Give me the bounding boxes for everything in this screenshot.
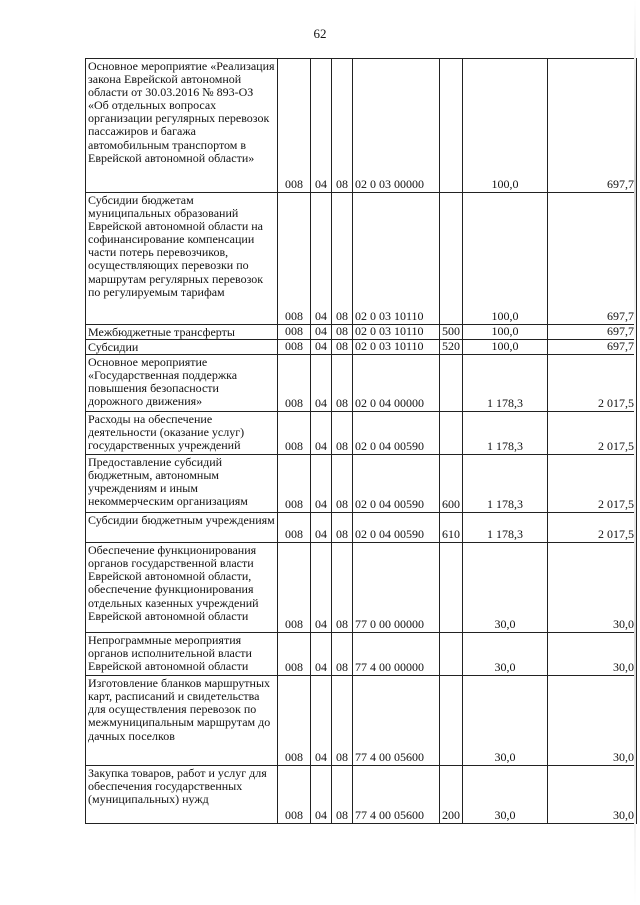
amount-1: 30,0 bbox=[463, 543, 548, 633]
expense-type-code bbox=[440, 633, 463, 676]
subsection-code: 08 bbox=[332, 340, 353, 355]
amount-2: 30,0 bbox=[548, 766, 637, 824]
expense-type-code: 500 bbox=[440, 325, 463, 340]
ved-code: 008 bbox=[278, 513, 311, 543]
amount-2: 30,0 bbox=[548, 543, 637, 633]
amount-1: 1 178,3 bbox=[463, 412, 548, 455]
amount-2: 2 017,5 bbox=[548, 455, 637, 513]
row-name: Расходы на обеспечение деятельности (оказание услуг) государственных учреждений bbox=[86, 412, 278, 455]
amount-1: 100,0 bbox=[463, 325, 548, 340]
row-name: Обеспечение функционирования органов государственной власти Еврейской автономной области, обеспечение функционирования отдельных казенных учреждений Еврейской автономной области bbox=[86, 543, 278, 633]
subsection-code: 08 bbox=[332, 412, 353, 455]
row-name: Закупка товаров, работ и услуг для обеспечения государственных (муниципальных) нужд bbox=[86, 766, 278, 824]
table-row bbox=[86, 543, 637, 633]
scan-edge-shadow bbox=[634, 0, 636, 905]
amount-1: 100,0 bbox=[463, 193, 548, 325]
subsection-code: 08 bbox=[332, 513, 353, 543]
amount-1: 30,0 bbox=[463, 633, 548, 676]
table-row bbox=[86, 513, 637, 543]
row-name: Субсидии бюджетным учреждениям bbox=[86, 513, 278, 543]
amount-1: 30,0 bbox=[463, 676, 548, 766]
amount-2: 2 017,5 bbox=[548, 513, 637, 543]
expense-type-code bbox=[440, 543, 463, 633]
table-row bbox=[86, 412, 637, 455]
amount-1: 100,0 bbox=[463, 59, 548, 193]
expense-type-code bbox=[440, 676, 463, 766]
expense-type-code: 600 bbox=[440, 455, 463, 513]
section-code: 04 bbox=[311, 412, 332, 455]
expense-type-code bbox=[440, 193, 463, 325]
section-code: 04 bbox=[311, 455, 332, 513]
subsection-code: 08 bbox=[332, 633, 353, 676]
section-code: 04 bbox=[311, 633, 332, 676]
target-article-code: 77 4 00 05600 bbox=[353, 766, 440, 824]
row-name: Основное мероприятие «Государственная поддержка повышения безопасности дорожного движения» bbox=[86, 355, 278, 412]
target-article-code: 02 0 03 00000 bbox=[353, 59, 440, 193]
subsection-code: 08 bbox=[332, 193, 353, 325]
section-code: 04 bbox=[311, 325, 332, 340]
table-row bbox=[86, 355, 637, 412]
ved-code: 008 bbox=[278, 766, 311, 824]
expense-type-code bbox=[440, 412, 463, 455]
ved-code: 008 bbox=[278, 325, 311, 340]
row-name: Субсидии bbox=[86, 340, 278, 355]
amount-2: 697,7 bbox=[548, 193, 637, 325]
amount-2: 30,0 bbox=[548, 676, 637, 766]
target-article-code: 77 4 00 05600 bbox=[353, 676, 440, 766]
table-row bbox=[86, 455, 637, 513]
section-code: 04 bbox=[311, 676, 332, 766]
target-article-code: 02 0 03 10110 bbox=[353, 325, 440, 340]
ved-code: 008 bbox=[278, 355, 311, 412]
budget-table bbox=[85, 58, 637, 824]
table-row bbox=[86, 633, 637, 676]
section-code: 04 bbox=[311, 513, 332, 543]
section-code: 04 bbox=[311, 193, 332, 325]
subsection-code: 08 bbox=[332, 455, 353, 513]
section-code: 04 bbox=[311, 59, 332, 193]
target-article-code: 02 0 04 00000 bbox=[353, 355, 440, 412]
expense-type-code bbox=[440, 355, 463, 412]
amount-2: 2 017,5 bbox=[548, 412, 637, 455]
ved-code: 008 bbox=[278, 59, 311, 193]
section-code: 04 bbox=[311, 355, 332, 412]
row-name: Субсидии бюджетам муниципальных образований Еврейской автономной области на софинансирование компенсации части потерь перевозчиков, осуществляющих перевозки по маршрутам регулярных перевозок по регулируемым тарифам bbox=[86, 193, 278, 325]
amount-2: 30,0 bbox=[548, 633, 637, 676]
subsection-code: 08 bbox=[332, 355, 353, 412]
target-article-code: 77 0 00 00000 bbox=[353, 543, 440, 633]
target-article-code: 02 0 04 00590 bbox=[353, 513, 440, 543]
row-name: Межбюджетные трансферты bbox=[86, 325, 278, 340]
ved-code: 008 bbox=[278, 412, 311, 455]
target-article-code: 02 0 04 00590 bbox=[353, 455, 440, 513]
row-name: Непрограммные мероприятия органов исполнительной власти Еврейской автономной области bbox=[86, 633, 278, 676]
subsection-code: 08 bbox=[332, 676, 353, 766]
target-article-code: 02 0 03 10110 bbox=[353, 193, 440, 325]
amount-2: 697,7 bbox=[548, 340, 637, 355]
target-article-code: 02 0 03 10110 bbox=[353, 340, 440, 355]
subsection-code: 08 bbox=[332, 59, 353, 193]
ved-code: 008 bbox=[278, 193, 311, 325]
amount-1: 1 178,3 bbox=[463, 513, 548, 543]
page-number: 62 bbox=[313, 26, 327, 41]
target-article-code: 77 4 00 00000 bbox=[353, 633, 440, 676]
section-code: 04 bbox=[311, 766, 332, 824]
table-row bbox=[86, 193, 637, 325]
section-code: 04 bbox=[311, 340, 332, 355]
section-code: 04 bbox=[311, 543, 332, 633]
ved-code: 008 bbox=[278, 676, 311, 766]
expense-type-code: 610 bbox=[440, 513, 463, 543]
table-row bbox=[86, 59, 637, 193]
row-name: Предоставление субсидий бюджетным, автономным учреждениям и иным некоммерческим организациям bbox=[86, 455, 278, 513]
amount-1: 1 178,3 bbox=[463, 355, 548, 412]
ved-code: 008 bbox=[278, 543, 311, 633]
amount-2: 697,7 bbox=[548, 325, 637, 340]
target-article-code: 02 0 04 00590 bbox=[353, 412, 440, 455]
table-row bbox=[86, 766, 637, 824]
ved-code: 008 bbox=[278, 633, 311, 676]
subsection-code: 08 bbox=[332, 766, 353, 824]
amount-2: 2 017,5 bbox=[548, 355, 637, 412]
amount-1: 30,0 bbox=[463, 766, 548, 824]
expense-type-code bbox=[440, 59, 463, 193]
ved-code: 008 bbox=[278, 340, 311, 355]
expense-type-code: 520 bbox=[440, 340, 463, 355]
row-name: Изготовление бланков маршрутных карт, расписаний и свидетельства для осуществления перевозок по межмуниципальным маршрутам до дачных поселков bbox=[86, 676, 278, 766]
amount-2: 697,7 bbox=[548, 59, 637, 193]
subsection-code: 08 bbox=[332, 325, 353, 340]
table-row bbox=[86, 325, 637, 340]
amount-1: 100,0 bbox=[463, 340, 548, 355]
table-row bbox=[86, 340, 637, 355]
ved-code: 008 bbox=[278, 455, 311, 513]
expense-type-code: 200 bbox=[440, 766, 463, 824]
amount-1: 1 178,3 bbox=[463, 455, 548, 513]
row-name: Основное мероприятие «Реализация закона Еврейской автономной области от 30.03.2016 № 893-ОЗ «Об отдельных вопросах организации регулярных перевозок пассажиров и багажа автомобильным транспортом в Еврейской автономной области» bbox=[86, 59, 278, 193]
table-row bbox=[86, 676, 637, 766]
subsection-code: 08 bbox=[332, 543, 353, 633]
